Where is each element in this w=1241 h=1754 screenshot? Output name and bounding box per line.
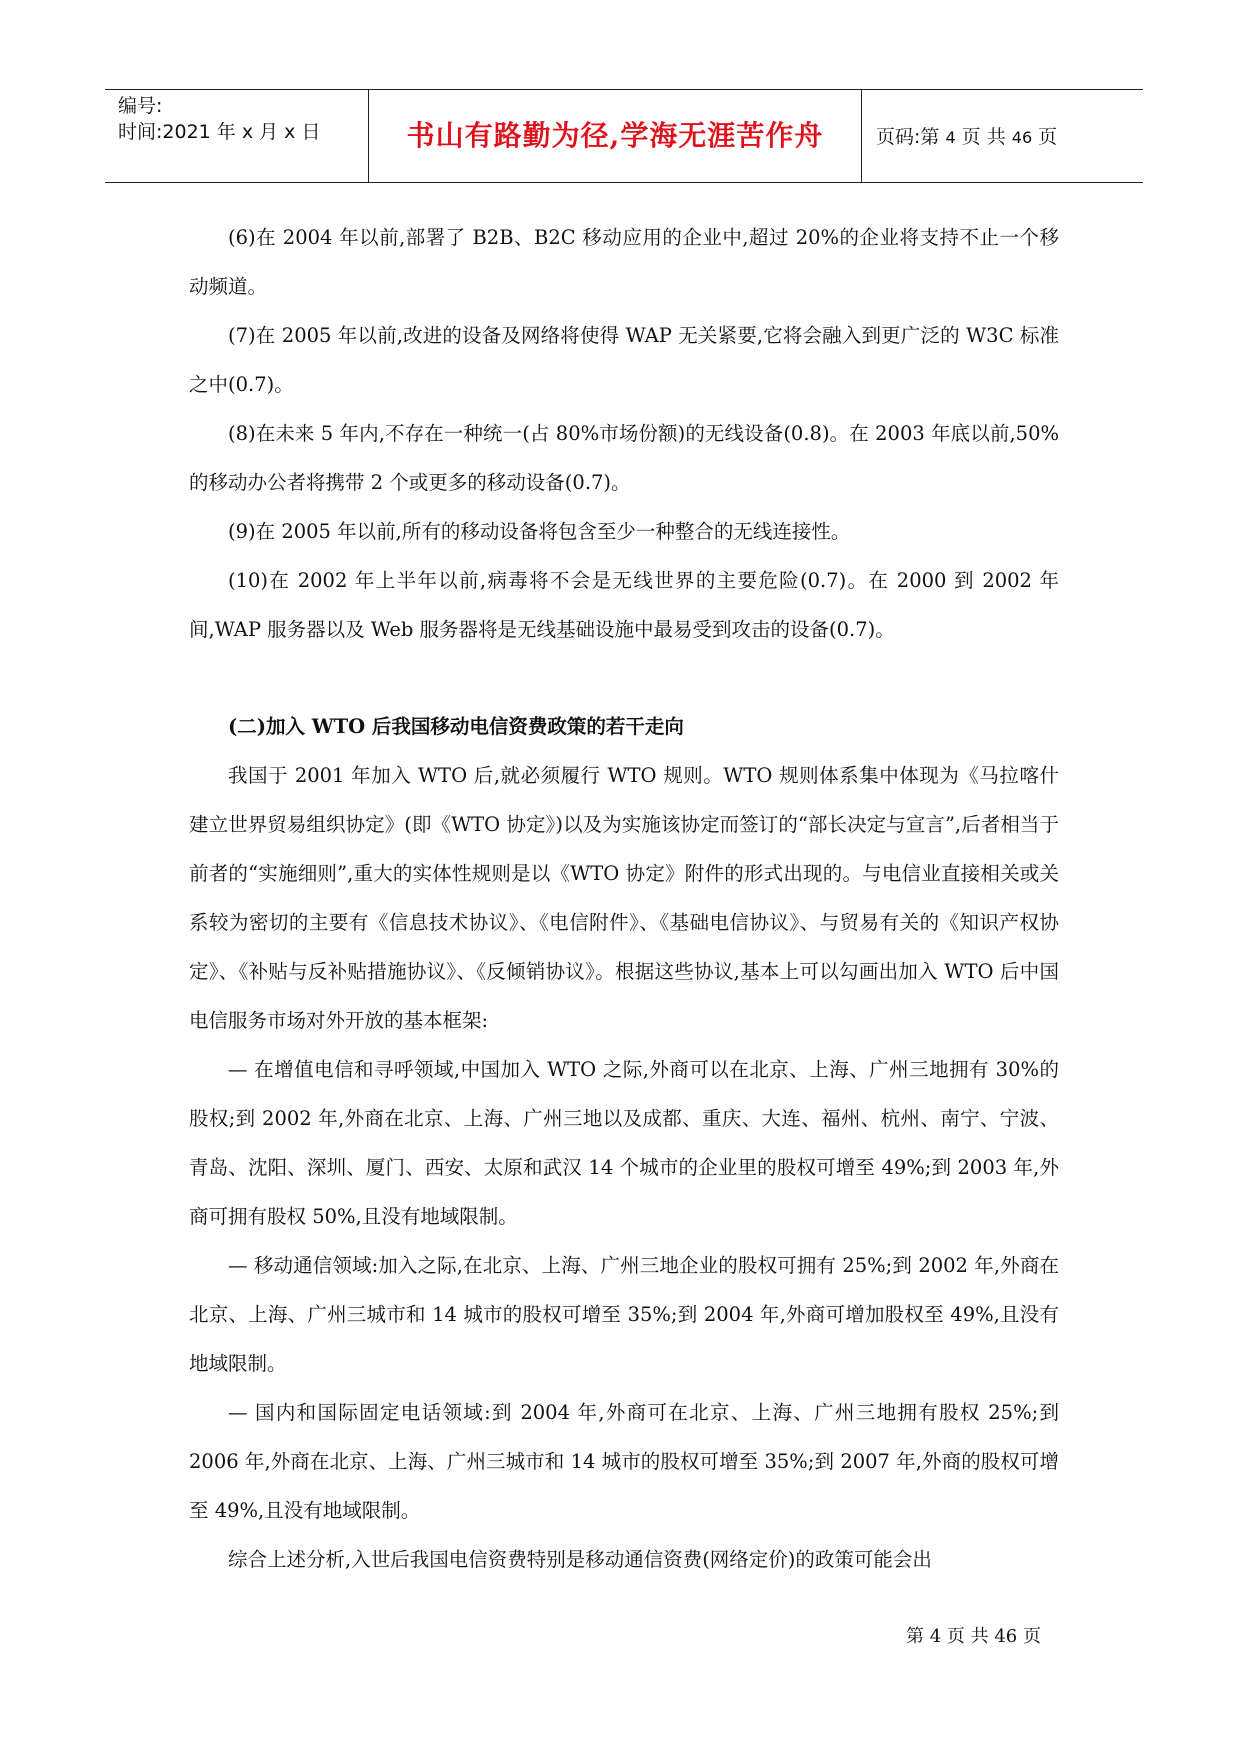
section-spacer	[189, 654, 1059, 702]
section-heading: (二)加入 WTO 后我国移动电信资费政策的若干走向	[228, 715, 684, 738]
page-total: 46	[1011, 128, 1033, 147]
paragraph: (7)在 2005 年以前,改进的设备及网络将使得 WAP 无关紧要,它将会融入到更广泛的 W3C 标准之中(0.7)。	[189, 324, 1059, 396]
document-body	[189, 213, 1059, 1584]
page-mid: 页 共	[955, 126, 1012, 148]
page-header	[105, 89, 1143, 183]
page-indicator	[876, 124, 1057, 151]
paragraph: — 国内和国际固定电话领域:到 2004 年,外商可在北京、上海、广州三地拥有股权 25%;到 2006 年,外商在北京、上海、广州三城市和 14 城市的股权可增至 35%;到 2007 年,外商的股权可增至 49%,且没有地域限制。	[189, 1401, 1059, 1522]
header-motto-cell	[369, 90, 862, 182]
paragraph: 综合上述分析,入世后我国电信资费特别是移动通信资费(网络定价)的政策可能会出	[228, 1548, 932, 1571]
date-label: 时间:2021 年 x 月 x 日	[118, 121, 321, 143]
page-prefix: 页码:第	[876, 126, 946, 148]
paragraph: 我国于 2001 年加入 WTO 后,就必须履行 WTO 规则。WTO 规则体系集中体现为《马拉喀什建立世界贸易组织协定》(即《WTO 协定》)以及为实施该协定而签订的“部长决定与宣言”,后者相当于前者的“实施细则”,重大的实体性规则是以《WTO 协定》附件的形式出现的。与电信业直接相关或关系较为密切的主要有《信息技术协议》、《电信附件》、《基础电信协议》、与贸易有关的《知识产权协定》、《补贴与反补贴措施协议》、《反倾销协议》。根据这些协议,基本上可以勾画出加入 WTO 后中国电信服务市场对外开放的基本框架:	[189, 764, 1059, 1032]
paragraph: (8)在未来 5 年内,不存在一种统一(占 80%市场份额)的无线设备(0.8)。在 2003 年底以前,50%的移动办公者将携带 2 个或更多的移动设备(0.7)。	[189, 422, 1059, 494]
paragraph: (9)在 2005 年以前,所有的移动设备将包含至少一种整合的无线连接性。	[228, 520, 851, 543]
paragraph: — 在增值电信和寻呼领域,中国加入 WTO 之际,外商可以在北京、上海、广州三地拥有 30%的股权;到 2002 年,外商在北京、上海、广州三地以及成都、重庆、大连、福州、杭州、南宁、宁波、青岛、沈阳、深圳、厦门、西安、太原和武汉 14 个城市的企业里的股权可增至 49%;到 2003 年,外商可拥有股权 50%,且没有地域限制。	[189, 1058, 1059, 1228]
paragraph: (6)在 2004 年以前,部署了 B2B、B2C 移动应用的企业中,超过 20%的企业将支持不止一个移动频道。	[189, 226, 1059, 298]
page-footer: 第 4 页 共 46 页	[906, 1626, 1041, 1647]
paragraph: — 移动通信领域:加入之际,在北京、上海、广州三地企业的股权可拥有 25%;到 2002 年,外商在北京、上海、广州三城市和 14 城市的股权可增至 35%;到 2004 年,外商可增加股权至 49%,且没有地域限制。	[189, 1254, 1059, 1375]
header-page-cell	[862, 90, 1143, 182]
paragraph: (10)在 2002 年上半年以前,病毒将不会是无线世界的主要危险(0.7)。在 2000 到 2002 年间,WAP 服务器以及 Web 服务器将是无线基础设施中最易受到攻击的设备(0.7)。	[189, 569, 1059, 641]
page-number: 4	[945, 128, 956, 147]
serial-number-label: 编号:	[118, 95, 163, 117]
motto-text: 书山有路勤为径,学海无涯苦作舟	[406, 119, 824, 152]
page-suffix: 页	[1032, 126, 1058, 148]
header-left-cell	[105, 90, 369, 182]
